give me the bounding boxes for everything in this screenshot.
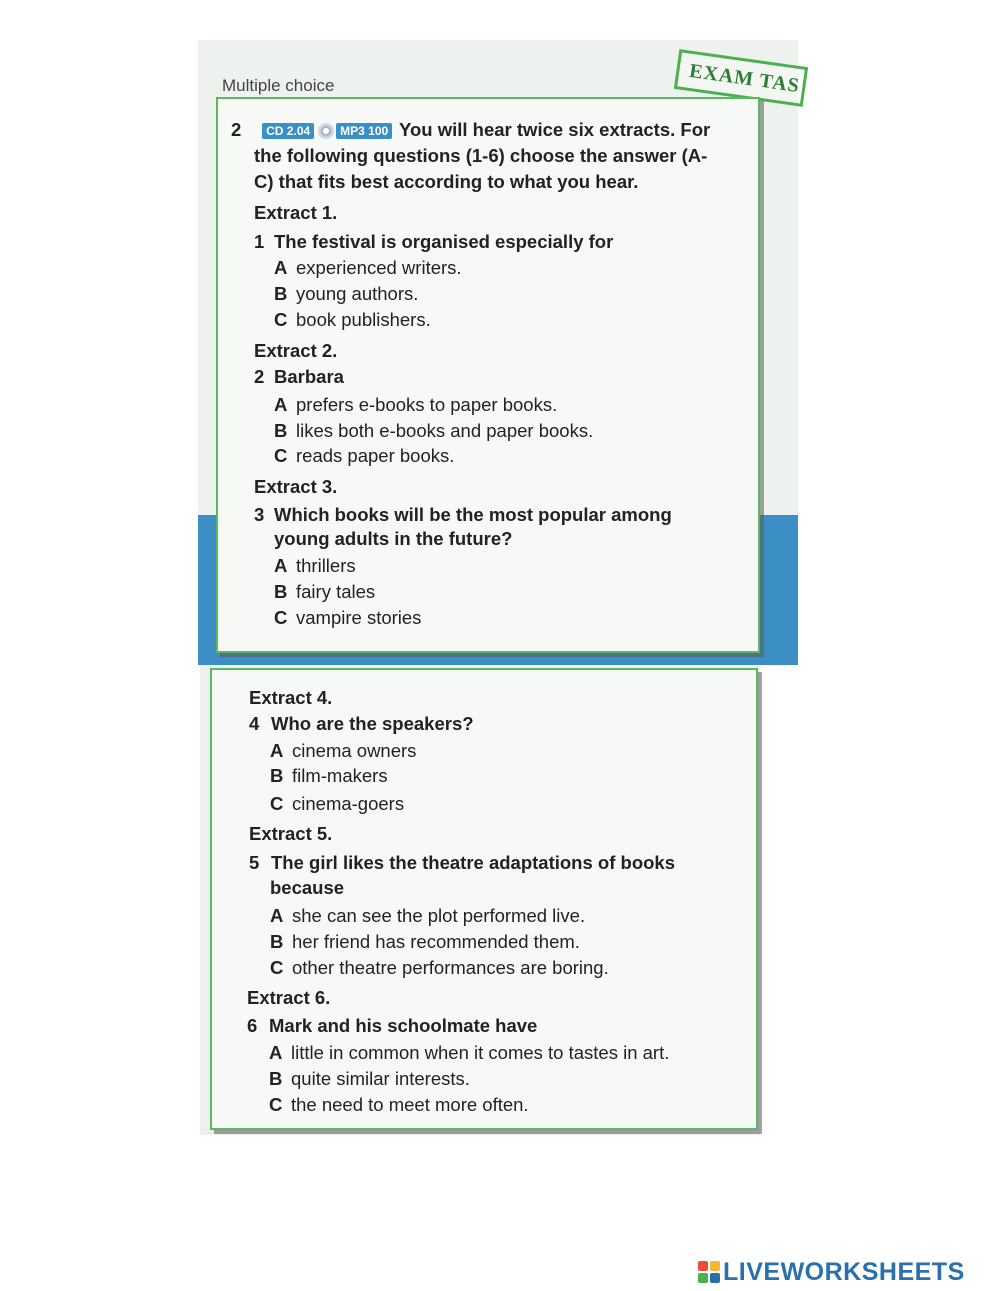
question-text: young adults in the future?: [274, 528, 513, 549]
question-text: Mark and his schoolmate have: [269, 1015, 538, 1036]
option-text: young authors.: [296, 283, 419, 304]
mp3-badge: MP3 100: [336, 123, 392, 139]
option-text: vampire stories: [296, 607, 422, 628]
extract-heading: Extract 1.: [254, 202, 338, 223]
question-number: 3: [254, 504, 265, 525]
option-letter: A: [270, 905, 284, 926]
option-letter: B: [270, 931, 284, 952]
instruction-line: You will hear twice six extracts. For: [399, 119, 711, 140]
answer-option[interactable]: [274, 420, 593, 442]
option-letter: C: [274, 445, 288, 466]
option-text: other theatre performances are boring.: [292, 957, 609, 978]
question-text: Who are the speakers?: [271, 713, 474, 734]
question-line: [249, 852, 675, 874]
option-letter: A: [269, 1042, 283, 1063]
question-number: 6: [247, 1015, 258, 1036]
option-letter: B: [269, 1068, 283, 1089]
cd-badge: CD 2.04: [262, 123, 314, 139]
option-text: her friend has recommended them.: [292, 931, 580, 952]
option-text: the need to meet more often.: [291, 1094, 529, 1115]
extract-heading: Extract 4.: [249, 687, 333, 708]
answer-option[interactable]: [274, 581, 375, 603]
option-text: cinema-goers: [292, 793, 405, 814]
option-text: reads paper books.: [296, 445, 455, 466]
question-text: The girl likes the theatre adaptations of books: [271, 852, 675, 873]
answer-option[interactable]: [274, 283, 418, 305]
instruction-line: C) that fits best according to what you hear.: [254, 171, 639, 192]
option-letter: A: [274, 555, 288, 576]
answer-option[interactable]: [270, 765, 388, 787]
question-text: The festival is organised especially for: [274, 231, 614, 252]
extract-heading: Extract 3.: [254, 476, 338, 497]
question-text: Barbara: [274, 366, 344, 387]
question-line: [249, 713, 474, 735]
question-line: [254, 231, 613, 253]
answer-option[interactable]: [269, 1068, 470, 1090]
option-letter: B: [274, 283, 288, 304]
option-text: prefers e-books to paper books.: [296, 394, 558, 415]
question-text: because: [270, 877, 345, 898]
answer-option[interactable]: [270, 905, 585, 927]
answer-option[interactable]: [274, 309, 431, 331]
option-text: thrillers: [296, 555, 356, 576]
option-text: book publishers.: [296, 309, 431, 330]
question-line: [254, 366, 344, 388]
option-letter: C: [274, 607, 288, 628]
option-letter: C: [269, 1094, 283, 1115]
option-text: experienced writers.: [296, 257, 462, 278]
question-text: Which books will be the most popular among: [274, 504, 672, 525]
option-letter: B: [274, 420, 288, 441]
liveworksheets-logo[interactable]: [698, 1258, 965, 1286]
answer-option[interactable]: [274, 607, 421, 629]
answer-option[interactable]: [270, 793, 404, 815]
option-letter: C: [270, 793, 284, 814]
answer-option[interactable]: [270, 740, 416, 762]
option-letter: A: [274, 257, 288, 278]
option-letter: C: [274, 309, 288, 330]
brand-mark-icon: [698, 1261, 720, 1283]
option-letter: B: [274, 581, 288, 602]
option-letter: A: [270, 740, 284, 761]
instruction-line: the following questions (1-6) choose the answer (A-: [254, 145, 708, 166]
option-text: likes both e-books and paper books.: [296, 420, 594, 441]
section-label: Multiple choice: [222, 76, 335, 95]
brand-name: LIVEWORKSHEETS: [723, 1257, 965, 1286]
option-text: she can see the plot performed live.: [292, 905, 586, 926]
exam-stamp: EXAM TAS: [674, 49, 808, 107]
extract-heading: Extract 2.: [254, 340, 338, 361]
answer-option[interactable]: [270, 931, 580, 953]
answer-option[interactable]: [274, 394, 557, 416]
task-number: 2: [231, 119, 242, 140]
question-number: 5: [249, 852, 260, 873]
answer-option[interactable]: [269, 1042, 669, 1064]
answer-option[interactable]: [274, 445, 454, 467]
option-letter: B: [270, 765, 284, 786]
cd-disc-icon: [318, 123, 334, 139]
question-line: [254, 504, 672, 526]
option-letter: C: [270, 957, 284, 978]
answer-option[interactable]: [269, 1094, 529, 1116]
option-text: film-makers: [292, 765, 388, 786]
option-text: fairy tales: [296, 581, 376, 602]
answer-option[interactable]: [274, 555, 356, 577]
option-text: little in common when it comes to tastes in art.: [291, 1042, 670, 1063]
answer-option[interactable]: [274, 257, 462, 279]
task-header: [231, 119, 710, 141]
extract-heading: Extract 6.: [247, 987, 331, 1008]
question-number: 2: [254, 366, 265, 387]
option-text: quite similar interests.: [291, 1068, 470, 1089]
answer-option[interactable]: [270, 957, 609, 979]
option-letter: A: [274, 394, 288, 415]
option-text: cinema owners: [292, 740, 417, 761]
question-number: 1: [254, 231, 265, 252]
question-line: [247, 1015, 537, 1037]
question-number: 4: [249, 713, 260, 734]
extract-heading: Extract 5.: [249, 823, 333, 844]
